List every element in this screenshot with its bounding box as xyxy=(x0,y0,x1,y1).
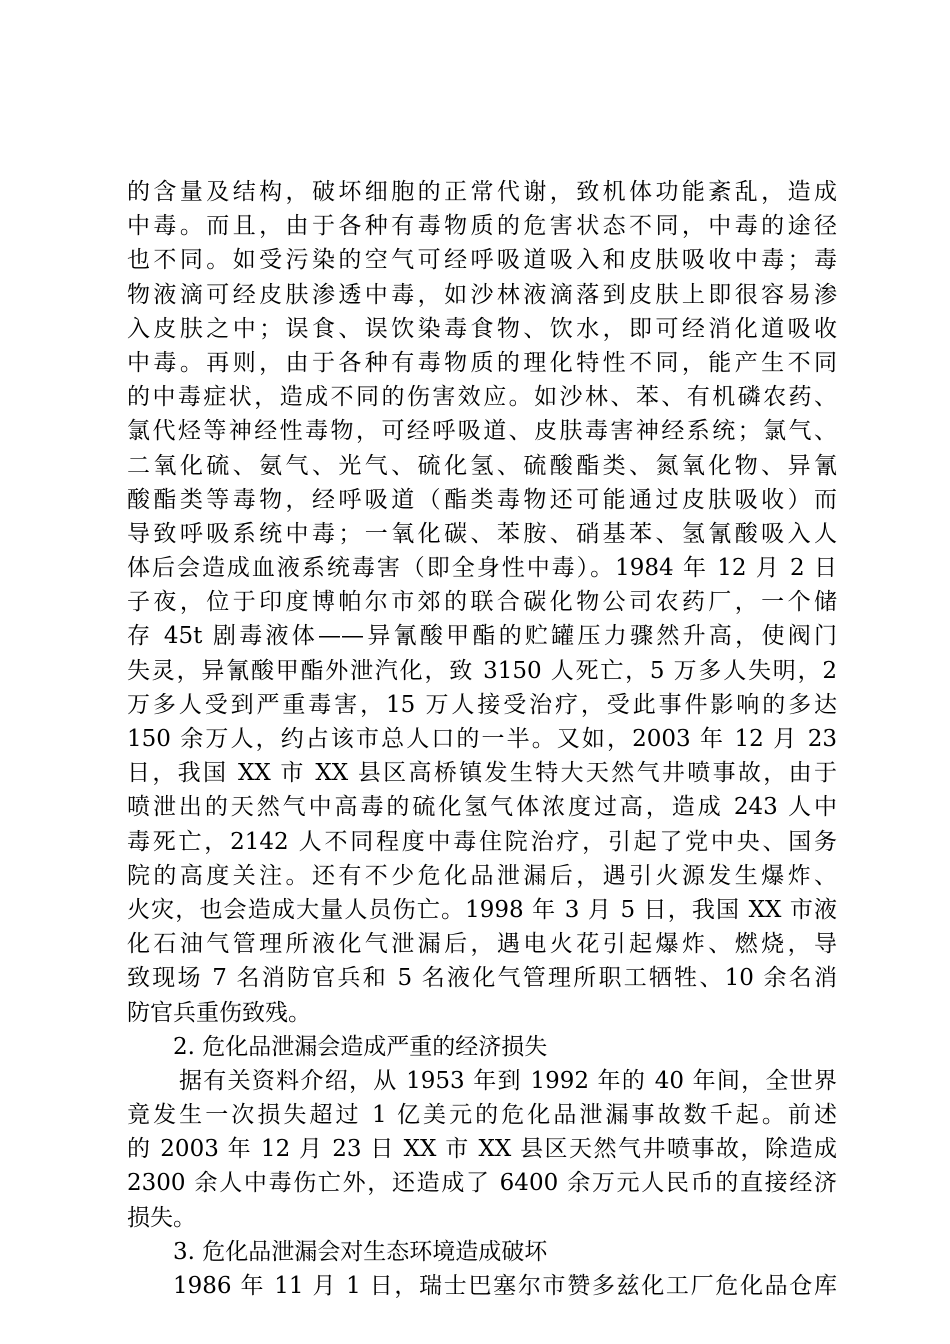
body-text xyxy=(127,175,837,1303)
paragraph-line: 的含量及结构，破坏细胞的正常代谢，致机体功能紊乱，造成 xyxy=(127,179,837,205)
paragraph-line: 存 45t 剧毒液体——异氰酸甲酯的贮罐压力骤然升高，使阀门 xyxy=(127,623,837,650)
paragraph-line: 2300 余人中毒伤亡外，还造成了 6400 余万元人民币的直接经济 xyxy=(127,1170,837,1197)
paragraph-line: 也不同。如受污染的空气可经呼吸道吸入和皮肤吸收中毒；毒 xyxy=(127,247,837,274)
paragraph-line: 火灾，也会造成大量人员伤亡。1998 年 3 月 5 日，我国 XX 市液 xyxy=(127,896,837,923)
paragraph-line: 防官兵重伤致残。 xyxy=(127,999,311,1026)
section-heading-2: 2. 危化品泄漏会造成严重的经济损失 xyxy=(173,1033,548,1060)
paragraph-line: 竟发生一次损失超过 1 亿美元的危化品泄漏事故数千起。前述 xyxy=(127,1102,837,1129)
paragraph-line: 体后会造成血液系统毒害（即全身性中毒）。1984 年 12 月 2 日 xyxy=(127,555,837,582)
paragraph-line: 据有关资料介绍，从 1953 年到 1992 年的 40 年间，全世界 xyxy=(179,1067,837,1094)
paragraph-line: 中毒。再则，由于各种有毒物质的理化特性不同，能产生不同 xyxy=(127,349,837,376)
paragraph-line: 中毒。而且，由于各种有毒物质的危害状态不同，中毒的途径 xyxy=(127,213,837,240)
paragraph-line: 氯代烃等神经性毒物，可经呼吸道、皮肤毒害神经系统；氯气、 xyxy=(127,418,837,445)
paragraph-line: 化石油气管理所液化气泄漏后，遇电火花引起爆炸、燃烧，导 xyxy=(127,931,837,958)
paragraph-line: 入皮肤之中；误食、误饮染毒食物、饮水，即可经消化道吸收 xyxy=(127,315,837,342)
paragraph-line: 150 余万人，约占该市总人口的一半。又如，2003 年 12 月 23 xyxy=(127,726,837,752)
paragraph-line: 院的高度关注。还有不少危化品泄漏后，遇引火源发生爆炸、 xyxy=(127,862,837,889)
paragraph-line: 致现场 7 名消防官兵和 5 名液化气管理所职工牺牲、10 余名消 xyxy=(127,965,837,992)
paragraph-line: 毒死亡，2142 人不同程度中毒住院治疗，引起了党中央、国务 xyxy=(127,828,837,855)
paragraph-line: 导致呼吸系统中毒；一氧化碳、苯胺、硝基苯、氢氰酸吸入人 xyxy=(127,520,837,547)
paragraph-line: 二氧化硫、氨气、光气、硫化氢、硫酸酯类、氮氧化物、异氰 xyxy=(127,452,837,479)
paragraph-line: 失灵，异氰酸甲酯外泄汽化，致 3150 人死亡，5 万多人失明，2 xyxy=(127,657,837,684)
paragraph-line: 喷泄出的天然气中高毒的硫化氢气体浓度过高，造成 243 人中 xyxy=(127,794,837,821)
section-heading-3: 3. 危化品泄漏会对生态环境造成破坏 xyxy=(173,1238,548,1265)
paragraph-line: 万多人受到严重毒害，15 万人接受治疗，受此事件影响的多达 xyxy=(127,691,837,718)
paragraph-line: 1986 年 11 月 1 日，瑞士巴塞尔市赞多兹化工厂危化品仓库 xyxy=(173,1273,837,1299)
paragraph-line: 损失。 xyxy=(127,1204,196,1231)
paragraph-line: 酸酯类等毒物，经呼吸道（酯类毒物还可能通过皮肤吸收）而 xyxy=(127,486,837,513)
paragraph-line: 的中毒症状，造成不同的伤害效应。如沙林、苯、有机磷农药、 xyxy=(127,384,837,411)
paragraph-line: 物液滴可经皮肤渗透中毒，如沙林液滴落到皮肤上即很容易渗 xyxy=(127,281,837,308)
paragraph-line: 子夜，位于印度博帕尔市郊的联合碳化物公司农药厂，一个储 xyxy=(127,589,837,616)
paragraph-line: 日，我国 XX 市 XX 县区高桥镇发生特大天然气井喷事故，由于 xyxy=(127,760,837,787)
paragraph-line: 的 2003 年 12 月 23 日 XX 市 XX 县区天然气井喷事故，除造成 xyxy=(127,1136,837,1163)
